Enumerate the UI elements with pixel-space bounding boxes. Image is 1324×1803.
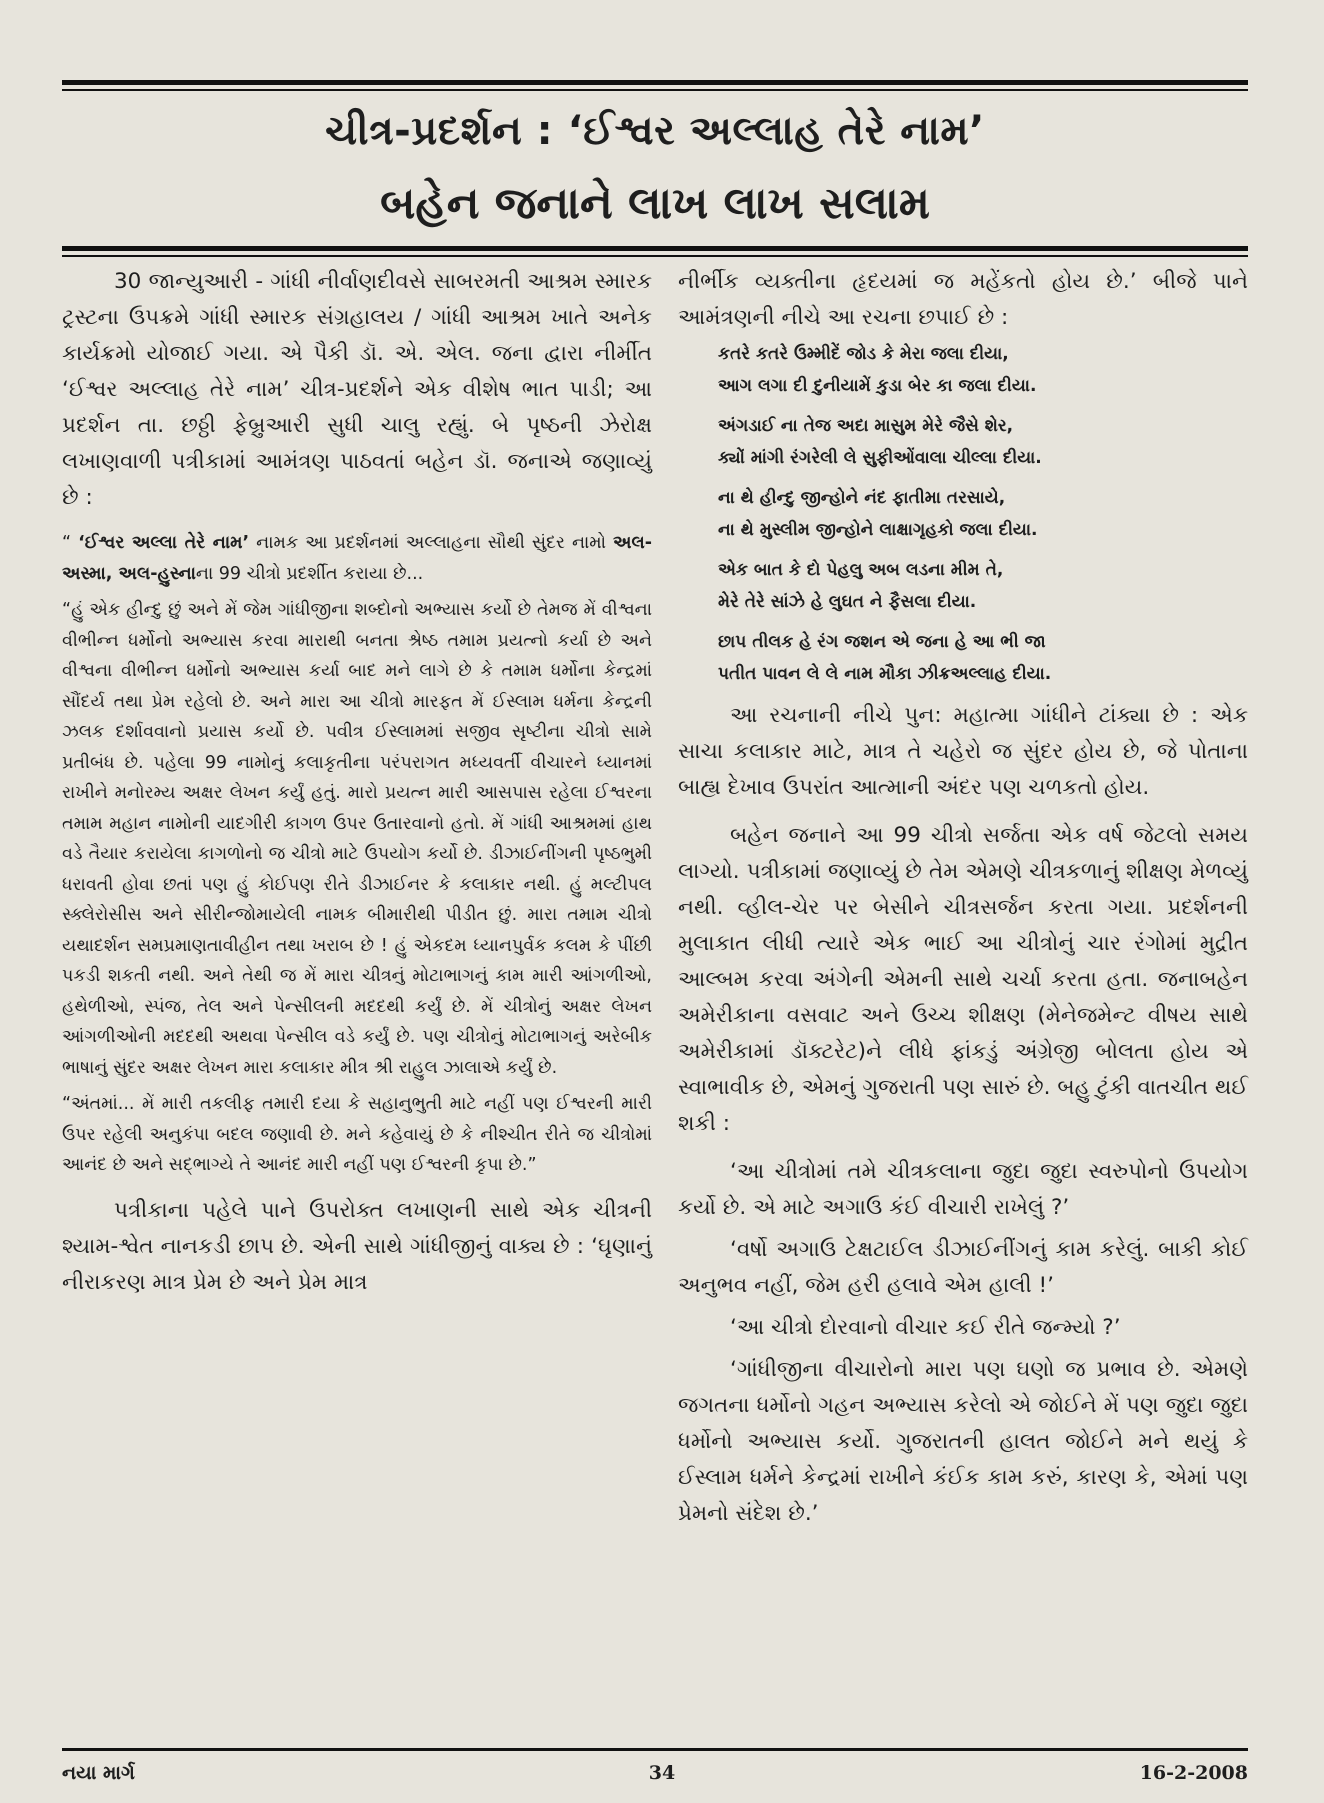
issue-date: 16-2-2008: [1139, 1762, 1248, 1784]
poem-line: આગ લગા દી દુનીયામેં કુડા બેર કા જલા દીયા.: [718, 376, 1037, 396]
interview-question: ‘આ ચીત્રોમાં તમે ચીત્રકલાના જુદા જુદા સ્વરુપોનો ઉપયોગ કર્યો છે. એ માટે અગાઉ કંઈ વીચારી રાખેલું ?’: [678, 1159, 1248, 1220]
poem-line: એક બાત કે દો પેહલુ અબ લડના મીમ તે,: [718, 560, 1004, 580]
quote-body: “હું એક હીન્દુ છું અને મેં જેમ ગાંધીજીના શબ્દોનો અભ્યાસ કર્યો છે તેમજ મેં વીશ્વના વીભીન્ન ધર્મોનો અભ્યાસ કરવા મારાથી બનતા શ્રેષ્ઠ તમામ પ્રયત્નો કર્યા છે અને વીશ્વના વીભીન્ન ધર્મોનો અભ્યાસ કર્યા બાદ મને લાગે છે કે તમામ ધર્મોના કેન્દ્રમાં સૌંદર્ય તથા પ્રેમ રહેલો છે. અને મારા આ ચીત્રો મારફત મેં ઈસ્લામ ધર્મના કેન્દ્રની ઝલક દર્શાવવાનો પ્રયાસ કર્યો છે. પવીત્ર ઈસ્લામમાં સજીવ સૃષ્ટીના ચીત્રો સામે પ્રતીબંધ છે. પહેલા 99 નામોનું કલાકૃતીના પરંપરાગત મધ્યવર્તી વીચારને ધ્યાનમાં રાખીને મનોરમ્ય અક્ષર લેખન કર્યું હતું. મારો પ્રયત્ન મારી આસપાસ રહેલા ઈશ્વરના તમામ મહાન નામોની યાદગીરી કાગળ ઉપર ઉતારવાનો હતો. મેં ગાંધી આશ્રમમાં હાથ વડે તૈયાર કરાયેલા કાગળોનો જ ચીત્રો માટે ઉપયોગ કર્યો છે. ડીઝાઈનીંગની પૃષ્ઠભુમી ધરાવતી હોવા છતાં પણ હું કોઈપણ રીતે ડીઝાઈનર કે કલાકાર નથી. હું મલ્ટીપલ સ્ક્લેરોસીસ અને સીરીન્જોમાયેલી નામક બીમારીથી પીડીત છું. મારા તમામ ચીત્રો યથાદર્શન સમપ્રમાણતાવીહીન તથા ખરાબ છે ! હું એકદમ ધ્યાનપુર્વક કલમ કે પીંછી પકડી શકતી નથી. અને તેથી જ મેં મારા ચીત્રનું મોટાભાગનું કામ મારી આંગળીઓ, હથેળીઓ, સ્પંજ, તેલ અને પેન્સીલની મદદથી કર્યું છે. મેં ચીત્રોનું અક્ષર લેખન આંગળીઓની મદદથી અથવા પેન્સીલ વડે કર્યું છે. પણ ચીત્રોનું મોટાભાગનું અરેબીક ભાષાનું સુંદર અક્ષર લેખન મારા કલાકાર મીત્ર શ્રી રાહુલ ઝાલાએ કર્યું છે.: [62, 600, 652, 1078]
intro-paragraph: 30 જાન્યુઆરી - ગાંધી નીર્વાણદીવસે સાબરમતી આશ્રમ સ્મારક ટ્રસ્ટના ઉપક્રમે ગાંધી સ્મારક સંગ્રહાલય / ગાંધી આશ્રમ ખાતે અનેક કાર્યક્રમો યોજાઈ ગયા. એ પૈકી ડૉ. એ. એલ. જના દ્વારા નીર્મીત ‘ઈશ્વર અલ્લાહ તેરે નામ’ ચીત્ર-પ્રદર્શને એક વીશેષ ભાત પાડી; આ પ્રદર્શન તા. છઠ્ઠી ફેબ્રુઆરી સુધી ચાલુ રહ્યું. બે પૃષ્ઠની ઝેરોક્ષ લખાણવાળી પત્રીકામાં આમંત્રણ પાઠવતાં બહેન ડૉ. જનાએ જણાવ્યું છે :: [62, 269, 652, 510]
title-rule-thin: [62, 255, 1248, 257]
poem-line: ક્યોં માંગી રંગરેલી લે સુફીઓંવાલા ચીલ્લા દીયા.: [718, 448, 1042, 468]
poem-line: કતરે કતરે ઉમ્મીદેં જોડ કે મેરા જલા દીયા,: [718, 344, 1009, 364]
top-rule-thin: [62, 89, 1248, 91]
poem-stanza: [718, 482, 1248, 546]
artist-paragraph: બહેન જનાને આ 99 ચીત્રો સર્જતા એક વર્ષ જેટલો સમય લાગ્યો. પત્રીકામાં જણાવ્યું છે તેમ એમણે ચીત્રકળાનું શીક્ષણ મેળવ્યું નથી. વ્હીલ-ચેર પર બેસીને ચીત્રસર્જન કરતા ગયા. પ્રદર્શનની મુલાકાત લીધી ત્યારે એક ભાઈ આ ચીત્રોનું ચાર રંગોમાં મુદ્રીત આલ્બમ કરવા અંગેની એમની સાથે ચર્ચા કરતા હતા. જનાબહેન અમેરીકાના વસવાટ અને ઉચ્ચ શીક્ષણ (મેનેજમેન્ટ વીષય સાથે અમેરીકામાં ડૉક્ટરેટ)ને લીધે ફાંકડું અંગ્રેજી બોલતા હોય એ સ્વાભાવીક છે, એમનું ગુજરાતી પણ સારું છે. બહુ ટુંકી વાતચીત થઈ શકી :: [678, 823, 1248, 1136]
article-subtitle: બહેન જનાને લાખ લાખ સલામ: [380, 178, 930, 229]
poem-line: મેરે તેરે સાંઝે હે લુઘત ને ફૈસલા દીયા.: [718, 592, 977, 612]
article-title: ચીત્ર-પ્રદર્શન : ‘ઈશ્વર અલ્લાહ તેરે નામ’: [325, 108, 985, 154]
page-number: 34: [648, 1762, 676, 1784]
top-rule: [62, 80, 1248, 85]
interview-answer: ‘ગાંધીજીના વીચારોનો મારા પણ ઘણો જ પ્રભાવ છે. એમણે જગતના ધર્મોનો ગહન અભ્યાસ કરેલો એ જોઈને મેં પણ જુદા જુદા ધર્મોનો અભ્યાસ કર્યો. ગુજરાતની હાલત જોઈને મને થયું કે ઈસ્લામ ધર્મને કેન્દ્રમાં રાખીને કંઈક કામ કરું, કારણ કે, એમાં પણ પ્રેમનો સંદેશ છે.’: [678, 1357, 1248, 1526]
poem-stanza: [718, 338, 1248, 402]
poem-stanza: [718, 554, 1248, 618]
poem-line: પતીત પાવન લે લે નામ મૌકા ઝીક્રઅલ્લાહ દીયા.: [718, 664, 1052, 684]
poem-line: છાપ તીલક હે રંગ જશન એ જના હે આ ભી જા: [718, 632, 1046, 652]
quote-names: અલ-અસ્મા, અલ-હુસ્ના: [62, 533, 652, 584]
interview-question: ‘આ ચીત્રો દોરવાનો વીચાર કઈ રીતે જન્મ્યો ?’: [730, 1315, 1121, 1340]
poem-stanza: [718, 410, 1248, 474]
continued-paragraph: નીર્ભીક વ્યક્તીના હૃદયમાં જ મહેંકતો હોય છે.’ બીજે પાને આમંત્રણની નીચે આ રચના છપાઈ છે :: [678, 269, 1248, 330]
right-column: [678, 264, 1248, 1532]
quote-end: ના 99 ચીત્રો પ્રદર્શીત કરાયા છે...: [195, 563, 424, 584]
poem-line: ના થે મુસ્લીમ જીન્હોને લાક્ષાગૃહકો જલા દીયા.: [718, 520, 1038, 540]
poem-stanza: [718, 626, 1248, 690]
footer-rule: [62, 1748, 1248, 1751]
poem-line: અંગડાઈ ના તેજ અદા માસુમ મેરે જૈસે શેર,: [718, 416, 1014, 436]
title-rule: [62, 246, 1248, 251]
magazine-name: નયા માર્ગ: [62, 1762, 135, 1784]
gandhi-quote-paragraph: આ રચનાની નીચે પુન: મહાત્મા ગાંધીને ટાંક્યા છે : એક સાચા કલાકાર માટે, માત્ર તે ચહેરો જ સુંદર હોય છે, જે પોતાના બાહ્ય દેખાવ ઉપરાંત આત્માની અંદર પણ ચળકતો હોય.: [678, 703, 1248, 800]
quote-mid: નામક આ પ્રદર્શનમાં અલ્લાહના સૌથી સુંદર નામો: [249, 533, 614, 553]
left-column: [62, 264, 652, 1301]
quote-closing: “અંતમાં... મેં મારી તકલીફ તમારી દયા કે સહાનુભુતી માટે નહીં પણ ઈશ્વરની મારી ઉપર રહેલી અનુકંપા બદલ જણાવી છે. મને કહેવાયું છે કે નીશ્ચીત રીતે જ ચીત્રોમાં આનંદ છે અને સદ્‌ભાગ્યે તે આનંદ મારી નહીં પણ ઈશ્વરની કૃપા છે.”: [62, 1094, 652, 1175]
quote-intro: “ ‘ઈશ્વર અલ્લા તેરે નામ’ નામક આ પ્રદર્શનમાં અલ્લાહના સૌથી સુંદર નામો અલ-અસ્મા, અલ-હુસ્નાના 99 ચીત્રો પ્રદર્શીત કરાયા છે...: [62, 533, 652, 584]
quote-title: ‘ઈશ્વર અલ્લા તેરે નામ’: [78, 533, 250, 553]
pamphlet-paragraph: પત્રીકાના પહેલે પાને ઉપરોક્ત લખાણની સાથે એક ચીત્રની શ્યામ-શ્વેત નાનકડી છાપ છે. એની સાથે ગાંધીજીનું વાક્ય છે : ‘ઘૃણાનું નીરાકરણ માત્ર પ્રેમ છે અને પ્રેમ માત્ર: [62, 1197, 652, 1295]
poem-line: ના થે હીન્દુ જીન્હોને નંદ ફાતીમા તરસાયે,: [718, 488, 1006, 508]
interview-answer: ‘વર્ષો અગાઉ ટેક્ષટાઈલ ડીઝાઈનીંગનું કામ કરેલું. બાકી કોઈ અનુભવ નહીં, જેમ હરી હલાવે એમ હાલી !’: [678, 1237, 1248, 1298]
poem: [718, 338, 1248, 690]
